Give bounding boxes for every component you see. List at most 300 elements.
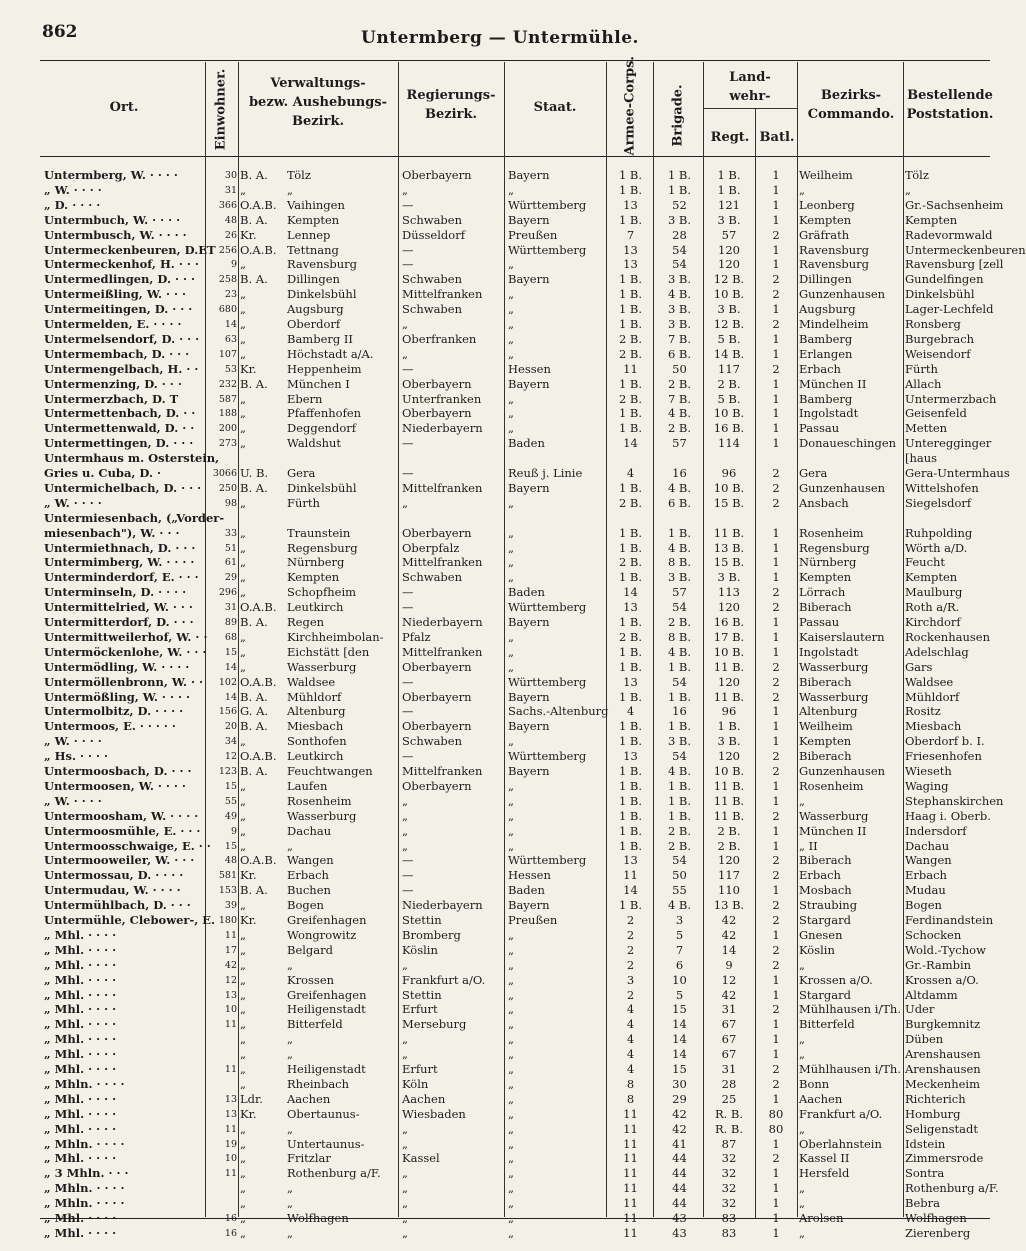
- table-row: [0, 541, 1000, 556]
- cell-bezirkskommando: Kempten: [799, 734, 852, 749]
- cell-amt: „: [240, 987, 246, 1002]
- cell-ort: „ Mhl. · · · ·: [44, 1032, 117, 1047]
- cell-poststation: Dachau: [905, 838, 950, 853]
- cell-brigade: 54: [672, 749, 687, 764]
- cell-ort: „ W. · · · ·: [44, 793, 102, 808]
- cell-poststation: Wangen: [905, 853, 952, 868]
- cell-ort: Untermimberg, W. · · · ·: [44, 555, 195, 570]
- cell-bezirkskommando: Gunzenhausen: [799, 287, 886, 302]
- cell-brigade: 28: [672, 227, 687, 242]
- table-row: [0, 764, 1000, 779]
- cell-regiment: 1 B.: [717, 168, 741, 182]
- cell-bezirk: Dillingen: [287, 272, 340, 287]
- cell-einwohner: 3066: [212, 468, 237, 479]
- cell-bezirk: Dinkelsbühl: [287, 480, 357, 495]
- cell-amt: Kr.: [240, 1106, 257, 1121]
- table-row: [0, 1017, 1000, 1032]
- cell-bezirkskommando: Gräfrath: [799, 227, 850, 242]
- cell-bezirkskommando: Mühlhausen i/Th.: [799, 1002, 901, 1017]
- cell-brigade: 30: [672, 1076, 687, 1091]
- cell-staat: Württemberg: [508, 749, 587, 764]
- table-row: [0, 943, 1000, 958]
- cell-poststation: Bebra: [905, 1196, 940, 1211]
- cell-brigade: 3 B.: [667, 570, 692, 585]
- cell-brigade: 3 B.: [667, 734, 692, 749]
- cell-ort: Untermolbitz, D. · · · ·: [44, 704, 184, 719]
- cell-amt: Kr.: [240, 361, 257, 376]
- cell-bataillon: 2: [772, 853, 780, 868]
- col-header-verwaltung-l1: Verwaltungs-: [270, 76, 366, 91]
- cell-armeecorps: 1 B.: [618, 287, 643, 302]
- cell-poststation: Idstein: [905, 1136, 946, 1151]
- cell-amt: „: [240, 927, 246, 942]
- page-number: 862: [42, 22, 78, 42]
- cell-einwohner: 188: [218, 408, 237, 420]
- cell-armeecorps: 2 B.: [618, 629, 643, 644]
- cell-staat: Bayern: [508, 689, 550, 704]
- cell-regierungsbezirk: —: [402, 704, 414, 719]
- cell-brigade: 2 B.: [667, 421, 692, 436]
- cell-amt: O.A.B.: [240, 749, 277, 764]
- cell-bezirkskommando: Regensburg: [799, 540, 870, 555]
- table-row: [0, 1032, 1000, 1047]
- table-row: [0, 481, 1000, 496]
- table-row: [0, 690, 1000, 705]
- cell-bataillon: 2: [772, 1151, 780, 1166]
- cell-brigade: 15: [672, 1002, 687, 1017]
- cell-regierungsbezirk: „: [402, 823, 408, 838]
- cell-poststation: Rositz: [905, 704, 941, 719]
- cell-ort: „ Mhl. · · · ·: [44, 1211, 117, 1225]
- cell-staat: „: [508, 838, 514, 853]
- cell-regierungsbezirk: „: [402, 346, 408, 361]
- cell-brigade: 7 B.: [667, 331, 692, 346]
- cell-regiment: 15 B.: [713, 495, 745, 510]
- cell-regiment: 110: [718, 883, 740, 898]
- cell-regiment: 87: [721, 1136, 737, 1151]
- cell-regierungsbezirk: —: [402, 257, 414, 272]
- cell-brigade: 5: [675, 927, 684, 942]
- cell-bezirk: „: [287, 1032, 293, 1047]
- cell-bezirk: Miesbach: [287, 719, 344, 734]
- cell-armeecorps: 7: [626, 227, 635, 242]
- cell-poststation: Adelschlag: [905, 644, 969, 659]
- col-header-regierung-l2: Bezirk.: [425, 107, 477, 122]
- cell-brigade: 2 B.: [667, 838, 692, 853]
- cell-brigade: 54: [672, 853, 687, 868]
- col-header-batl: Batl.: [759, 130, 795, 145]
- cell-bezirkskommando: Mühlhausen i/Th.: [799, 1062, 901, 1076]
- cell-bezirk: Regensburg: [287, 540, 358, 555]
- cell-armeecorps: 3: [626, 972, 635, 987]
- cell-ort: Untermedlingen, D. · · ·: [44, 272, 196, 287]
- cell-bezirk: Rothenburg a/F.: [287, 1166, 381, 1181]
- cell-einwohner: 153: [218, 885, 237, 897]
- cell-brigade: 3 B.: [667, 317, 692, 331]
- cell-einwohner: 31: [224, 184, 237, 196]
- cell-bezirkskommando: Leonberg: [799, 197, 855, 212]
- cell-regierungsbezirk: Merseburg: [402, 1017, 467, 1032]
- cell-armeecorps: 2 B.: [618, 495, 643, 510]
- cell-regiment: 120: [718, 853, 740, 868]
- table-row: [0, 228, 1000, 243]
- cell-einwohner: 587: [218, 393, 237, 405]
- cell-einwohner: 13: [224, 989, 237, 1001]
- cell-poststation: Arenshausen: [905, 1062, 981, 1076]
- cell-poststation: Seligenstadt: [905, 1121, 978, 1136]
- cell-amt: „: [240, 436, 246, 451]
- table-row: [0, 913, 1000, 928]
- cell-ort: Gries u. Cuba, D. ·: [44, 466, 161, 480]
- cell-brigade: 3: [675, 913, 684, 927]
- cell-regierungsbezirk: Erfurt: [402, 1062, 438, 1076]
- cell-staat: Baden: [508, 436, 545, 451]
- cell-regiment: 15 B.: [713, 555, 745, 570]
- cell-armeecorps: 1 B.: [618, 525, 643, 540]
- cell-ort: Unterminderdorf, E. · · ·: [44, 570, 199, 585]
- col-header-post: [905, 86, 995, 124]
- cell-regierungsbezirk: —: [402, 883, 414, 898]
- cell-amt: „: [240, 1225, 246, 1240]
- cell-armeecorps: 2: [626, 957, 635, 972]
- col-header-regt: Regt.: [710, 130, 750, 145]
- cell-bezirk: „: [287, 1047, 293, 1062]
- cell-brigade: 1 B.: [667, 808, 692, 823]
- cell-staat: Bayern: [508, 898, 550, 913]
- cell-amt: „: [240, 1151, 246, 1166]
- cell-regiment: 3 B.: [717, 570, 741, 585]
- cell-regierungsbezirk: „: [402, 495, 408, 510]
- cell-bezirk: Untertaunus-: [287, 1136, 365, 1151]
- cell-brigade: 43: [672, 1225, 687, 1240]
- cell-ort: „ W. · · · ·: [44, 734, 102, 749]
- table-row: [0, 898, 1000, 913]
- cell-bataillon: 1: [772, 615, 780, 629]
- cell-ort: „ Mhl. · · · ·: [44, 1106, 117, 1121]
- table-row: [0, 570, 1000, 585]
- cell-regiment: 25: [721, 1091, 737, 1106]
- cell-armeecorps: 11: [623, 1136, 638, 1151]
- cell-brigade: 10: [672, 972, 687, 987]
- cell-ort: „ Mhl. · · · ·: [44, 1002, 117, 1017]
- cell-einwohner: 89: [224, 617, 237, 628]
- cell-bezirkskommando: Ingolstadt: [799, 644, 859, 659]
- cell-staat: „: [508, 495, 514, 510]
- cell-brigade: 4 B.: [667, 287, 692, 302]
- cell-poststation: Haag i. Oberb.: [905, 808, 991, 823]
- cell-bezirkskommando: Stargard: [799, 987, 851, 1002]
- cell-staat: „: [508, 317, 514, 331]
- cell-regierungsbezirk: Wiesbaden: [402, 1106, 466, 1121]
- cell-poststation: Waldsee: [905, 674, 954, 689]
- cell-regierungsbezirk: „: [402, 1196, 408, 1211]
- cell-ort: Untermeißling, W. · · ·: [44, 287, 186, 302]
- cell-brigade: 2 B.: [667, 376, 692, 391]
- cell-amt: „: [240, 793, 246, 808]
- cell-regierungsbezirk: —: [402, 600, 414, 615]
- cell-ort: Untermeitingen, D. · · ·: [44, 302, 193, 317]
- cell-amt: „: [240, 540, 246, 555]
- cell-regiment: 117: [718, 868, 740, 883]
- cell-regiment: 83: [721, 1225, 737, 1240]
- cell-brigade: 8 B.: [667, 555, 692, 570]
- cell-regierungsbezirk: „: [402, 1166, 408, 1181]
- cell-bataillon: 1: [772, 1136, 780, 1151]
- cell-brigade: 4 B.: [667, 540, 692, 555]
- cell-regierungsbezirk: „: [402, 317, 408, 331]
- cell-ort: Untermbusch, W. · · · ·: [44, 227, 187, 242]
- cell-einwohner: 63: [224, 333, 237, 345]
- cell-brigade: 1 B.: [667, 168, 692, 182]
- table-row: [0, 1137, 1000, 1152]
- table-row: [0, 1077, 1000, 1092]
- cell-staat: Württemberg: [508, 853, 587, 868]
- cell-regiment: 10 B.: [713, 644, 745, 659]
- cell-brigade: 50: [672, 868, 687, 883]
- cell-poststation: Feucht: [905, 555, 946, 570]
- cell-regiment: 12: [721, 972, 737, 987]
- cell-bataillon: 1: [772, 1196, 780, 1211]
- cell-einwohner: 123: [218, 766, 237, 777]
- cell-einwohner: 31: [224, 602, 237, 614]
- cell-brigade: 15: [672, 1062, 687, 1076]
- cell-brigade: 6 B.: [667, 346, 692, 361]
- cell-armeecorps: 4: [626, 1017, 635, 1032]
- cell-bezirkskommando: „: [799, 1181, 805, 1196]
- cell-einwohner: 11: [224, 1019, 237, 1031]
- table-row: [0, 779, 1000, 794]
- cell-einwohner: 9: [230, 825, 237, 837]
- cell-regiment: 5 B.: [717, 391, 741, 406]
- cell-bezirk: Rheinbach: [287, 1076, 350, 1091]
- cell-brigade: 44: [672, 1196, 687, 1211]
- cell-brigade: 42: [672, 1121, 687, 1136]
- cell-bezirkskommando: Ingolstadt: [799, 406, 859, 421]
- cell-armeecorps: 2: [626, 913, 635, 927]
- cell-ort: Untermöckenlohe, W. · · ·: [44, 644, 207, 659]
- cell-amt: „: [240, 1136, 246, 1151]
- cell-bezirk: Höchstadt a/A.: [287, 346, 374, 361]
- cell-armeecorps: 13: [623, 257, 638, 272]
- cell-staat: „: [508, 734, 514, 749]
- cell-ort: Untermhaus m. Osterstein,: [44, 451, 220, 466]
- cell-bataillon: 2: [772, 898, 780, 913]
- cell-regierungsbezirk: —: [402, 585, 414, 600]
- cell-regierungsbezirk: —: [402, 466, 414, 480]
- cell-regierungsbezirk: Köslin: [402, 942, 438, 957]
- cell-bezirk: Deggendorf: [287, 421, 356, 436]
- cell-staat: Bayern: [508, 376, 550, 391]
- cell-armeecorps: 1 B.: [618, 823, 643, 838]
- cell-bataillon: 1: [772, 376, 780, 391]
- cell-amt: „: [240, 1017, 246, 1032]
- cell-brigade: 16: [672, 466, 687, 480]
- cell-armeecorps: 11: [623, 361, 638, 376]
- cell-poststation: Ronsberg: [905, 317, 961, 331]
- cell-poststation: Kempten: [905, 570, 958, 585]
- table-row: [0, 615, 1000, 630]
- cell-poststation: Ferdinandstein: [905, 913, 994, 927]
- cell-einwohner: 10: [224, 1153, 237, 1165]
- cell-amt: „: [240, 1166, 246, 1181]
- cell-regierungsbezirk: Köln: [402, 1076, 429, 1091]
- cell-einwohner: 102: [218, 676, 237, 688]
- cell-amt: B. A.: [240, 272, 268, 287]
- cell-ort: Untermengelbach, H. · ·: [44, 361, 199, 376]
- cell-einwohner: 11: [224, 1168, 237, 1180]
- cell-poststation: Wittelshofen: [905, 480, 979, 495]
- cell-regiment: 120: [718, 674, 740, 689]
- cell-bezirkskommando: Ravensburg: [799, 257, 870, 272]
- cell-amt: B. A.: [240, 883, 268, 898]
- cell-ort: Untermiethnach, D. · · ·: [44, 540, 196, 555]
- cell-poststation: Untermeckenbeuren: [905, 242, 1026, 257]
- table-row: [0, 526, 1000, 541]
- cell-amt: „: [240, 346, 246, 361]
- cell-poststation: Tölz: [905, 168, 929, 182]
- cell-brigade: 7: [675, 942, 684, 957]
- cell-regiment: 14 B.: [713, 346, 745, 361]
- cell-regiment: 1 B.: [717, 182, 741, 197]
- cell-regierungsbezirk: Schwaben: [402, 734, 462, 749]
- cell-bataillon: 1: [772, 540, 780, 555]
- cell-poststation: Meckenheim: [905, 1076, 980, 1091]
- cell-ort: Untermettenwald, D. · ·: [44, 421, 195, 436]
- cell-bataillon: 2: [772, 600, 780, 615]
- cell-poststation: Gundelfingen: [905, 272, 984, 287]
- cell-poststation: Wold.-Tychow: [905, 942, 986, 957]
- table-row: [0, 347, 1000, 362]
- table-row: [0, 600, 1000, 615]
- cell-bezirkskommando: Kempten: [799, 570, 852, 585]
- cell-amt: „: [240, 898, 246, 913]
- cell-ort: „ Mhl. · · · ·: [44, 1062, 117, 1076]
- cell-brigade: 4 B.: [667, 898, 692, 913]
- cell-staat: „: [508, 778, 514, 793]
- cell-poststation: Maulburg: [905, 585, 963, 600]
- cell-ort: „ Mhl. · · · ·: [44, 972, 117, 987]
- cell-regiment: 28: [721, 1076, 737, 1091]
- cell-einwohner: 53: [224, 363, 237, 375]
- table-row: [0, 1092, 1000, 1107]
- cell-bezirk: Greifenhagen: [287, 987, 367, 1002]
- cell-bezirk: Heppenheim: [287, 361, 362, 376]
- cell-bezirk: Wasserburg: [287, 659, 357, 674]
- cell-bezirk: Vaihingen: [287, 197, 345, 212]
- cell-bataillon: 1: [772, 570, 780, 585]
- cell-amt: „: [240, 182, 246, 197]
- cell-ort: „ Mhl. · · · ·: [44, 957, 117, 972]
- cell-brigade: 54: [672, 600, 687, 615]
- cell-staat: Baden: [508, 585, 545, 600]
- cell-regierungsbezirk: Mittelfranken: [402, 287, 483, 302]
- cell-armeecorps: 1 B.: [618, 406, 643, 421]
- cell-regiment: 10 B.: [713, 764, 745, 778]
- table-row: [0, 1211, 1000, 1226]
- page-title: Untermberg — Untermühle.: [361, 28, 639, 48]
- cell-bataillon: 1: [772, 1181, 780, 1196]
- cell-brigade: 44: [672, 1181, 687, 1196]
- cell-regiment: 120: [718, 600, 740, 615]
- cell-amt: „: [240, 257, 246, 272]
- cell-poststation: Radevormwald: [905, 227, 993, 242]
- cell-bataillon: 1: [772, 1091, 780, 1106]
- cell-amt: „: [240, 331, 246, 346]
- cell-bataillon: 2: [772, 361, 780, 376]
- cell-einwohner: 156: [218, 706, 237, 718]
- cell-armeecorps: 4: [626, 1062, 635, 1076]
- cell-poststation: Weisendorf: [905, 346, 971, 361]
- col-header-armee: Armee-Corps.: [622, 56, 638, 156]
- table-row: [0, 793, 1004, 809]
- cell-staat: „: [508, 1151, 514, 1166]
- cell-armeecorps: 2: [626, 927, 635, 942]
- cell-bataillon: 1: [772, 421, 780, 436]
- cell-bezirk: Altenburg: [287, 704, 346, 719]
- cell-staat: „: [508, 644, 514, 659]
- cell-ort: „ Mhl. · · · ·: [44, 1017, 117, 1032]
- cell-staat: „: [508, 972, 514, 987]
- cell-poststation: Gars: [905, 659, 933, 674]
- cell-einwohner: 39: [224, 900, 237, 912]
- table-row: [0, 824, 1000, 839]
- cell-einwohner: 9: [230, 259, 237, 271]
- cell-ort: Untermossau, D. · · · ·: [44, 868, 184, 883]
- table-row: [0, 1226, 1000, 1241]
- cell-bezirkskommando: Arolsen: [799, 1211, 844, 1225]
- cell-amt: O.A.B.: [240, 600, 277, 615]
- cell-staat: „: [508, 391, 514, 406]
- cell-brigade: 1 B.: [667, 719, 692, 734]
- cell-bezirkskommando: Ansbach: [799, 495, 849, 510]
- cell-staat: „: [508, 1017, 514, 1032]
- cell-staat: Württemberg: [508, 674, 587, 689]
- cell-staat: „: [508, 659, 514, 674]
- cell-armeecorps: 13: [623, 674, 638, 689]
- cell-bezirkskommando: Gera: [799, 466, 828, 480]
- table-row: [0, 168, 1000, 183]
- cell-amt: G. A.: [240, 704, 269, 719]
- header-top-rule: [40, 60, 990, 61]
- cell-amt: B. A.: [240, 689, 268, 704]
- cell-einwohner: 19: [224, 1138, 237, 1150]
- cell-amt: O.A.B.: [240, 853, 277, 868]
- cell-staat: Bayern: [508, 615, 550, 629]
- cell-bezirkskommando: Stargard: [799, 913, 851, 927]
- cell-amt: „: [240, 1032, 246, 1047]
- cell-staat: „: [508, 1196, 514, 1211]
- table-row: [0, 257, 1004, 272]
- cell-armeecorps: 4: [626, 704, 635, 719]
- cell-bezirk: Tettnang: [287, 242, 339, 257]
- cell-poststation: Gr.-Rambin: [905, 957, 972, 972]
- cell-armeecorps: 13: [623, 600, 638, 615]
- cell-einwohner: 16: [224, 1213, 237, 1224]
- cell-bataillon: 1: [772, 257, 780, 272]
- cell-regiment: 114: [718, 436, 740, 451]
- cell-regierungsbezirk: Oberbayern: [402, 525, 472, 540]
- cell-staat: Preußen: [508, 227, 558, 242]
- table-row: [0, 392, 1000, 407]
- col-header-landwehr-l2: wehr-: [729, 89, 771, 104]
- cell-armeecorps: 2 B.: [618, 391, 643, 406]
- cell-regierungsbezirk: Stettin: [402, 913, 442, 927]
- cell-bezirk: Heiligenstadt: [287, 1062, 366, 1076]
- cell-bataillon: 1: [772, 793, 780, 808]
- cell-regiment: 67: [721, 1032, 737, 1047]
- cell-ort: „ Mhl. · · · ·: [44, 1121, 117, 1136]
- cell-armeecorps: 2 B.: [618, 331, 643, 346]
